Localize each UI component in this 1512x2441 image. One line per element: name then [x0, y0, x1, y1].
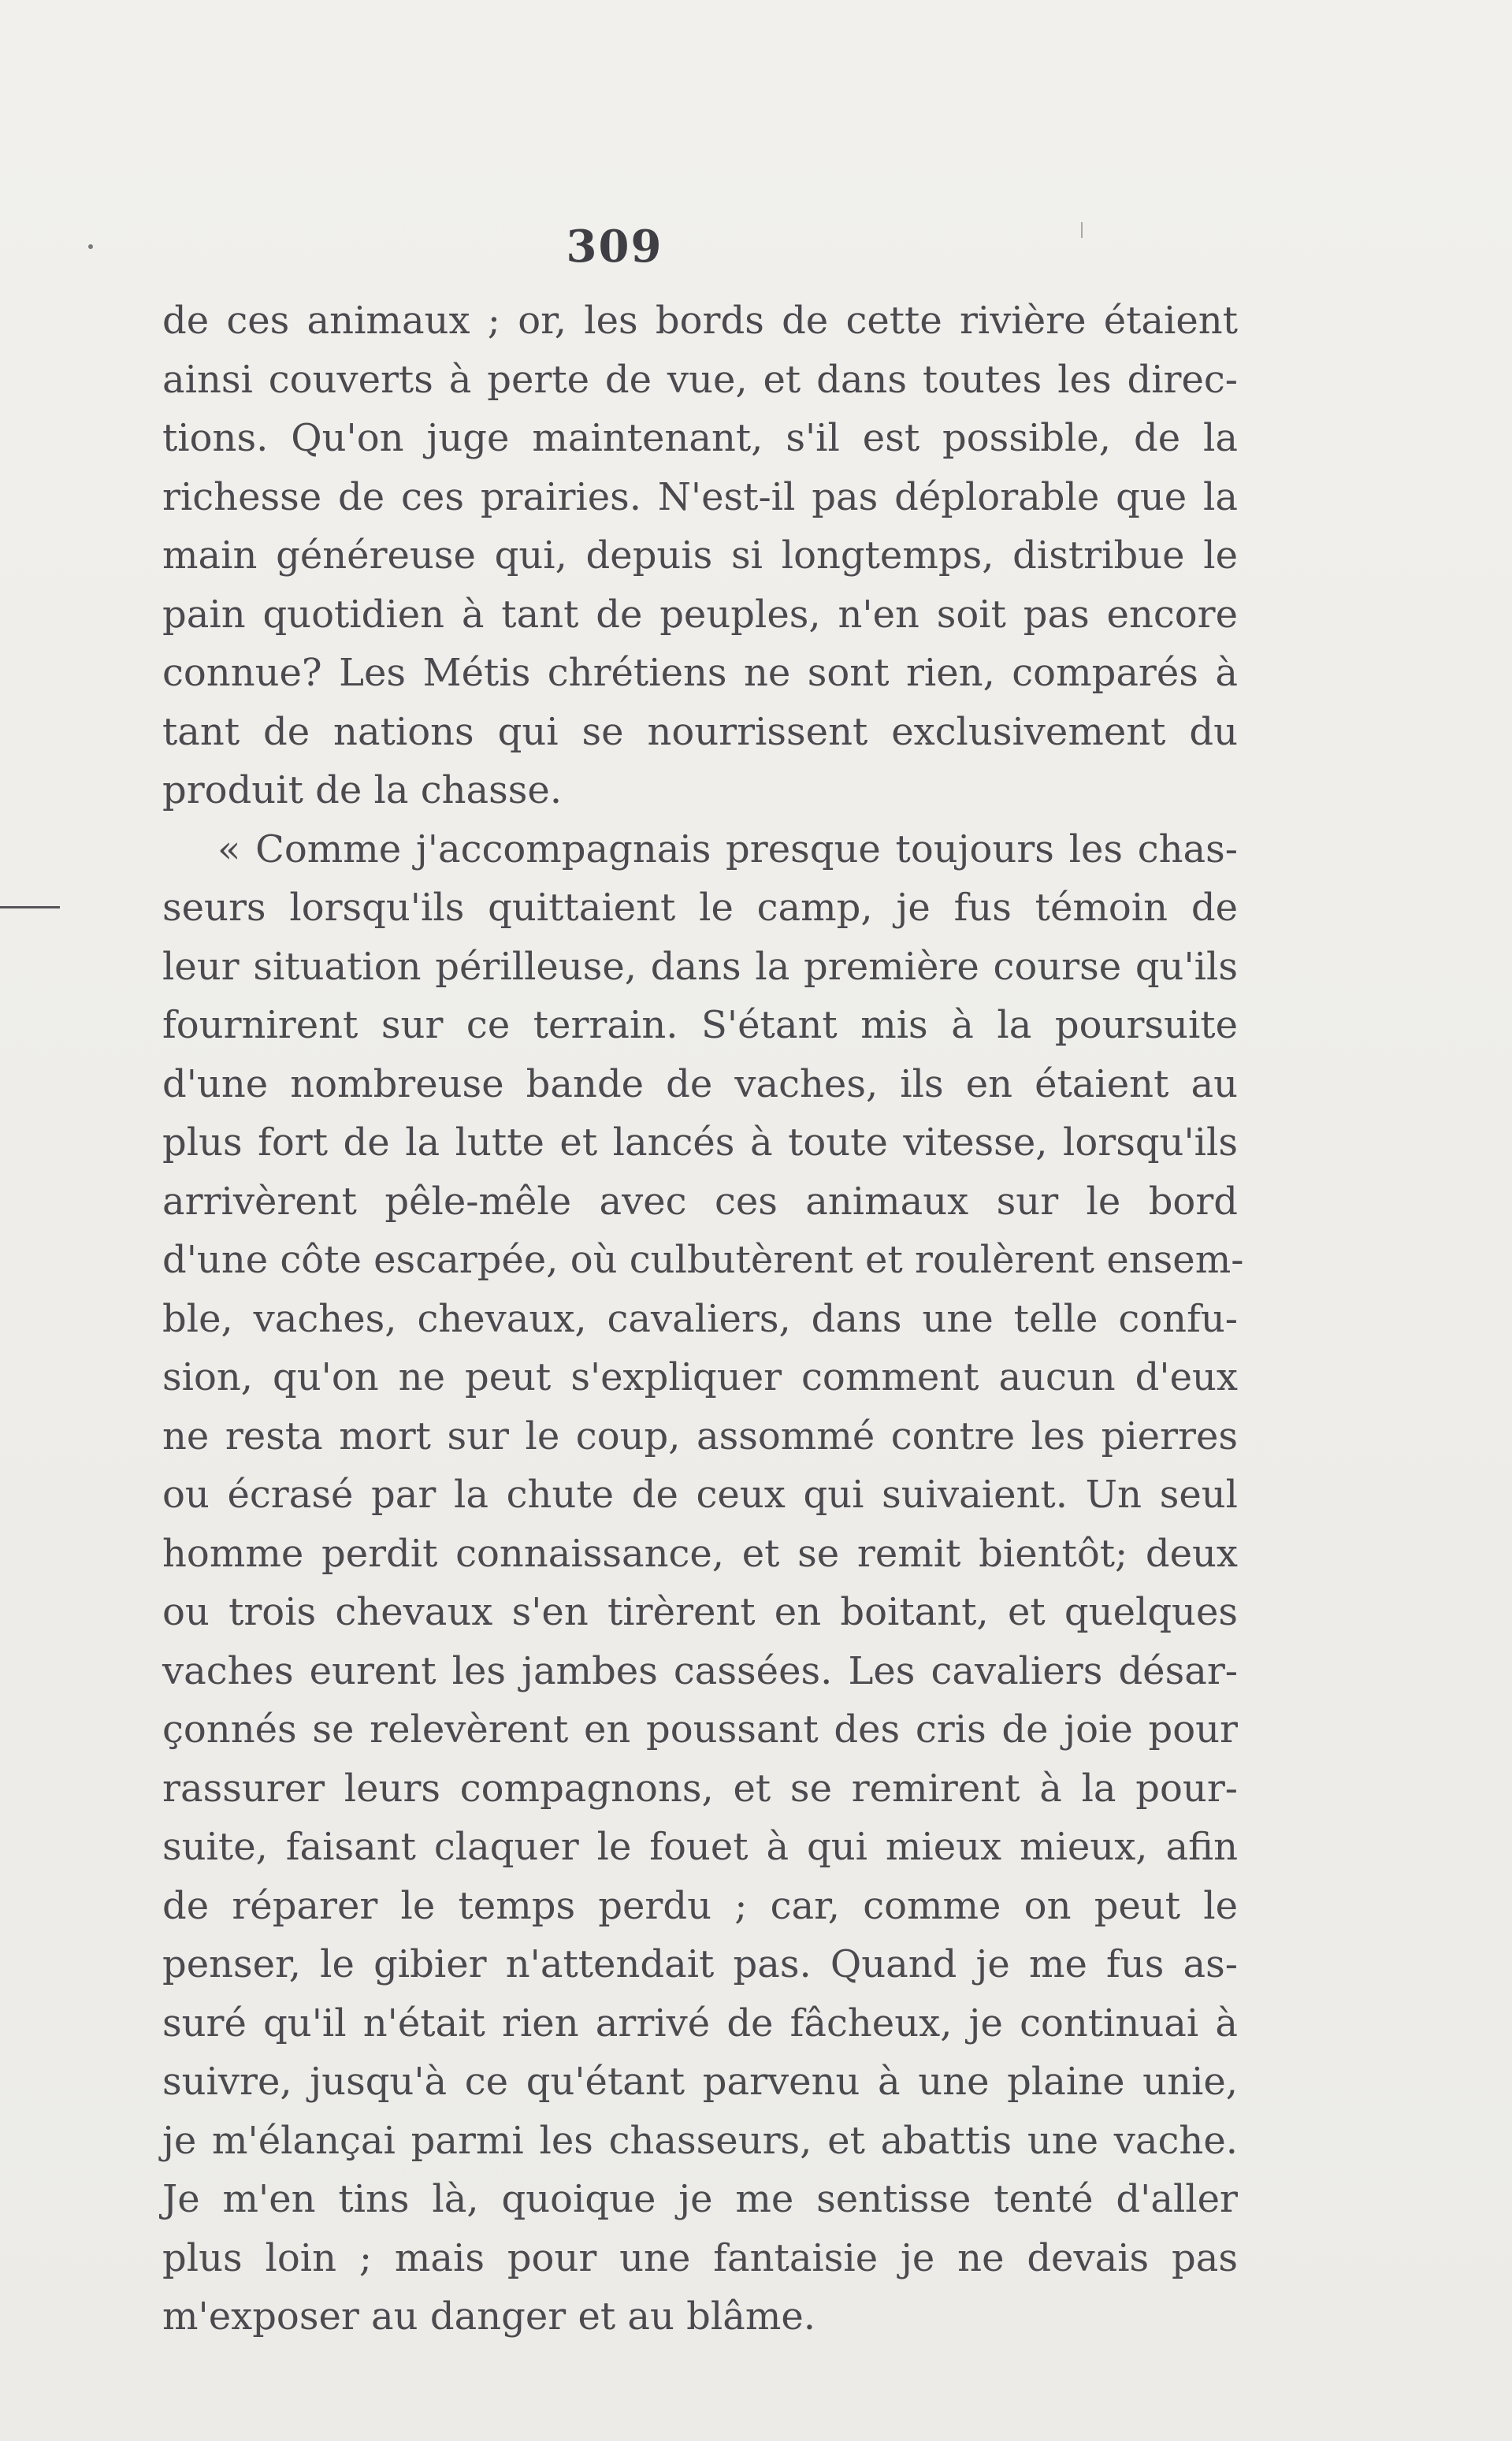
margin-rule-mark: [0, 906, 60, 908]
text-line: suré qu'il n'était rien arrivé de fâcheux, je continuai à: [162, 2001, 1238, 2045]
text-line: connue? Les Métis chrétiens ne sont rien, comparés à: [162, 651, 1238, 695]
text-line: main généreuse qui, depuis si longtemps, distribue le: [162, 533, 1238, 578]
text-line: de réparer le temps perdu ; car, comme on peut le: [162, 1883, 1238, 1928]
text-line: ainsi couverts à perte de vue, et dans toutes les direc-: [162, 357, 1238, 402]
text-line: m'exposer au danger et au blâme.: [162, 2294, 816, 2339]
text-line: de ces animaux ; or, les bords de cette rivière étaient: [162, 299, 1238, 343]
text-line: fournirent sur ce terrain. S'étant mis à la poursuite: [162, 1003, 1238, 1047]
text-line: penser, le gibier n'attendait pas. Quand je me fus as-: [162, 1942, 1238, 1986]
text-line: tant de nations qui se nourrissent exclusivement du: [162, 709, 1238, 754]
text-line: ou écrasé par la chute de ceux qui suivaient. Un seul: [162, 1473, 1238, 1517]
text-line: plus loin ; mais pour une fantaisie je ne devais pas: [162, 2235, 1238, 2280]
text-line: vaches eurent les jambes cassées. Les cavaliers désar-: [162, 1648, 1238, 1693]
text-line: Je m'en tins là, quoique je me sentisse tenté d'aller: [162, 2177, 1238, 2221]
page-number: 309: [566, 221, 663, 273]
text-line: d'une côte escarpée, où culbutèrent et roulèrent ensem-: [162, 1238, 1244, 1282]
text-line: tions. Qu'on juge maintenant, s'il est possible, de la: [162, 416, 1238, 460]
text-line: produit de la chasse.: [162, 768, 563, 812]
text-line: ble, vaches, chevaux, cavaliers, dans une telle confu-: [162, 1296, 1238, 1341]
text-line: je m'élançai parmi les chasseurs, et abattis une vache.: [162, 2118, 1238, 2163]
text-line: leur situation périlleuse, dans la première course qu'ils: [162, 944, 1238, 989]
text-line: suivre, jusqu'à ce qu'étant parvenu à une plaine unie,: [162, 2060, 1238, 2104]
text-line: d'une nombreuse bande de vaches, ils en étaient au: [162, 1061, 1238, 1106]
text-line: plus fort de la lutte et lancés à toute vitesse, lorsqu'ils: [162, 1120, 1238, 1165]
text-line: seurs lorsqu'ils quittaient le camp, je fus témoin de: [162, 886, 1238, 930]
text-line: suite, faisant claquer le fouet à qui mieux mieux, afin: [162, 1825, 1238, 1869]
text-line: ne resta mort sur le coup, assommé contre les pierres: [162, 1414, 1238, 1458]
text-line: rassurer leurs compagnons, et se remirent à la pour-: [162, 1766, 1238, 1811]
text-line: pain quotidien à tant de peuples, n'en soit pas encore: [162, 592, 1238, 637]
text-line: « Comme j'accompagnais presque toujours les chas-: [217, 827, 1238, 871]
text-line: richesse de ces prairies. N'est-il pas déplorable que la: [162, 474, 1238, 519]
text-line: homme perdit connaissance, et se remit bientôt; deux: [162, 1531, 1238, 1576]
text-line: çonnés se relevèrent en poussant des cris de joie pour: [162, 1707, 1238, 1752]
body-text: [162, 292, 1244, 2346]
text-line: arrivèrent pêle-mêle avec ces animaux sur le bord: [162, 1179, 1238, 1224]
text-line: sion, qu'on ne peut s'expliquer comment aucun d'eux: [162, 1355, 1238, 1399]
text-line: ou trois chevaux s'en tirèrent en boitant, et quelques: [162, 1590, 1238, 1634]
